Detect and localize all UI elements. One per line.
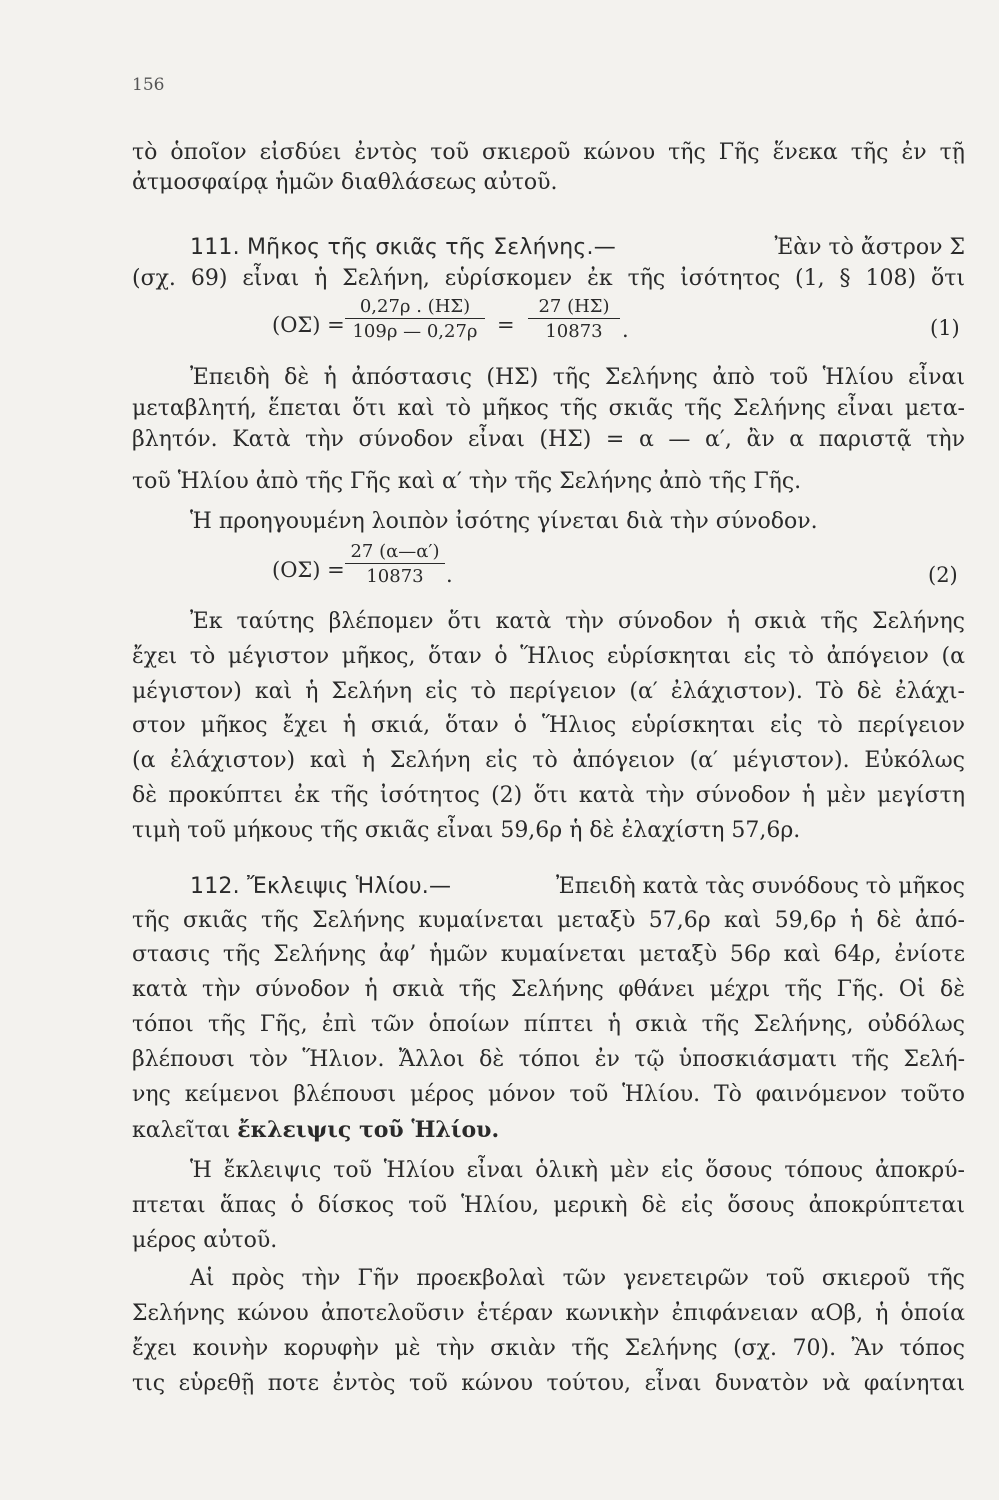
text-line: ἀτμοσφαίρᾳ ἡμῶν διαθλάσεως αὐτοῦ.	[132, 170, 558, 195]
emphasized-term: ἔκλειψις τοῦ Ἡλίου.	[237, 1117, 500, 1143]
text-line: μεταβλητή, ἕπεται ὅτι καὶ τὸ μῆκος τῆς σκιᾶς τῆς Σελήνης εἶναι μετα-	[132, 396, 965, 421]
text-line: Ἡ ἔκλειψις τοῦ Ἡλίου εἶναι ὁλικὴ μὲν εἰς ὅσους τόπους ἀποκρύ-	[190, 1158, 965, 1183]
text-line: πτεται ἅπας ὁ δίσκος τοῦ Ἡλίου, μερικὴ δὲ εἰς ὅσους ἀποκρύπτεται	[132, 1193, 965, 1218]
eq2-frac-numerator: 27 (α—α′)	[345, 541, 445, 564]
eq2-label: (2)	[928, 563, 958, 587]
eq2-lhs: (ΟΣ) =	[272, 558, 345, 582]
section-112-text: Ἐπειδὴ κατὰ τὰς συνόδους τὸ μῆκος	[555, 874, 965, 899]
text-line: τῆς σκιᾶς τῆς Σελήνης κυμαίνεται μεταξὺ 57,6ρ καὶ 59,6ρ ἡ δὲ ἀπό-	[132, 908, 965, 933]
eq1-frac2-denominator: 10873	[545, 321, 603, 342]
section-112-title-text: Ἔκλειψις Ἡλίου.—	[247, 874, 452, 899]
text-line: Ἡ προηγουμένη λοιπὸν ἰσότης γίνεται διὰ τὴν σύνοδον.	[190, 509, 818, 534]
section-111-number: 111.	[190, 235, 240, 260]
text-line: τις εὑρεθῇ ποτε ἐντὸς τοῦ κώνου τούτου, εἶναι δυνατὸν νὰ φαίνηται	[132, 1371, 965, 1396]
eq1-label: (1)	[930, 316, 960, 340]
text-line: βλέπουσι τὸν Ἥλιον. Ἄλλοι δὲ τόποι ἐν τῷ ὑποσκιάσματι τῆς Σελή-	[132, 1047, 965, 1072]
text-line: τόποι τῆς Γῆς, ἐπὶ τῶν ὁποίων πίπτει ἡ σκιὰ τῆς Σελήνης, οὐδόλως	[132, 1012, 965, 1037]
section-111-text: Ἐὰν τὸ ἄστρον Σ	[774, 235, 965, 260]
text-line: δὲ προκύπτει ἐκ τῆς ἰσότητος (2) ὅτι κατὰ τὴν σύνοδον ἡ μὲν μεγίστη	[132, 783, 965, 808]
text-line: βλητόν. Κατὰ τὴν σύνοδον εἶναι (ΗΣ) = α — α′, ἂν α παριστᾷ τὴν	[132, 427, 965, 452]
eq2-frac-denominator: 10873	[366, 566, 424, 587]
section-111-title	[190, 233, 616, 263]
text-line: (α ἐλάχιστον) καὶ ἡ Σελήνη εἰς τὸ ἀπόγειον (α′ μέγιστον). Εὐκόλως	[132, 748, 965, 773]
page-number: 156	[132, 75, 165, 95]
eq1-frac1-denominator: 109ρ — 0,27ρ	[352, 321, 478, 342]
text-line: νης κείμενοι βλέπουσι μέρος μόνον τοῦ Ἡλίου. Τὸ φαινόμενον τοῦτο	[132, 1082, 965, 1107]
section-111-title-text: Μῆκος τῆς σκιᾶς τῆς Σελήνης.—	[247, 235, 616, 260]
eq1-lhs: (ΟΣ) =	[272, 313, 345, 337]
text-line: στον μῆκος ἔχει ἡ σκιά, ὅταν ὁ Ἥλιος εὑρίσκηται εἰς τὸ περίγειον	[132, 713, 965, 738]
text-line: Αἱ πρὸς τὴν Γῆν προεκβολαὶ τῶν γενετειρῶν τοῦ σκιεροῦ τῆς	[190, 1266, 965, 1291]
text-line: τὸ ὁποῖον εἰσδύει ἐντὸς τοῦ σκιεροῦ κώνου τῆς Γῆς ἕνεκα τῆς ἐν τῇ	[132, 140, 965, 165]
text-line: στασις τῆς Σελήνης ἀφ’ ἡμῶν κυμαίνεται μεταξὺ 56ρ καὶ 64ρ, ἐνίοτε	[132, 942, 965, 967]
eq2-period: .	[446, 563, 453, 587]
text-line: ἔχει τὸ μέγιστον μῆκος, ὅταν ὁ Ἥλιος εὑρίσκηται εἰς τὸ ἀπόγειον (α	[132, 644, 965, 669]
text-line: Ἐπειδὴ δὲ ἡ ἀπόστασις (ΗΣ) τῆς Σελήνης ἀπὸ τοῦ Ἡλίου εἶναι	[190, 365, 965, 390]
text-line: μέγιστον) καὶ ἡ Σελήνη εἰς τὸ περίγειον (α′ ἐλάχιστον). Τὸ δὲ ἐλάχι-	[132, 679, 965, 704]
eq2-fraction	[345, 541, 445, 587]
text-line: τιμὴ τοῦ μήκους τῆς σκιᾶς εἶναι 59,6ρ ἡ δὲ ἐλαχίστη 57,6ρ.	[132, 818, 801, 843]
eq1-frac2-numerator: 27 (ΗΣ)	[528, 296, 620, 319]
text-line: Ἐκ ταύτης βλέπομεν ὅτι κατὰ τὴν σύνοδον ἡ σκιὰ τῆς Σελήνης	[190, 609, 965, 634]
section-111-heading-line	[132, 233, 965, 263]
section-112-number: 112.	[190, 874, 240, 899]
eq1-fraction-2	[528, 296, 620, 342]
eq1-period: .	[622, 318, 629, 342]
text-run: καλεῖται	[132, 1118, 231, 1143]
text-line: μέρος αὐτοῦ.	[132, 1228, 278, 1253]
text-line: (σχ. 69) εἶναι ἡ Σελήνη, εὑρίσκομεν ἐκ τῆς ἰσότητος (1, § 108) ὅτι	[132, 266, 965, 291]
text-line	[132, 1115, 965, 1146]
text-line: ἔχει κοινὴν κορυφὴν μὲ τὴν σκιὰν τῆς Σελήνης (σχ. 70). Ἂν τόπος	[132, 1336, 965, 1361]
text-line: κατὰ τὴν σύνοδον ἡ σκιὰ τῆς Σελήνης φθάνει μέχρι τῆς Γῆς. Οἱ δὲ	[132, 977, 965, 1002]
eq1-equals: =	[497, 313, 515, 337]
text-line: Σελήνης κώνου ἀποτελοῦσιν ἑτέραν κωνικὴν ἐπιφάνειαν αΟβ, ἡ ὁποία	[132, 1301, 965, 1326]
section-112-title	[190, 872, 451, 902]
eq1-frac1-numerator: 0,27ρ . (ΗΣ)	[345, 296, 485, 319]
text-line: τοῦ Ἡλίου ἀπὸ τῆς Γῆς καὶ α′ τὴν τῆς Σελήνης ἀπὸ τῆς Γῆς.	[132, 469, 802, 494]
section-112-heading-line	[132, 872, 965, 902]
eq1-fraction-1	[345, 296, 485, 342]
